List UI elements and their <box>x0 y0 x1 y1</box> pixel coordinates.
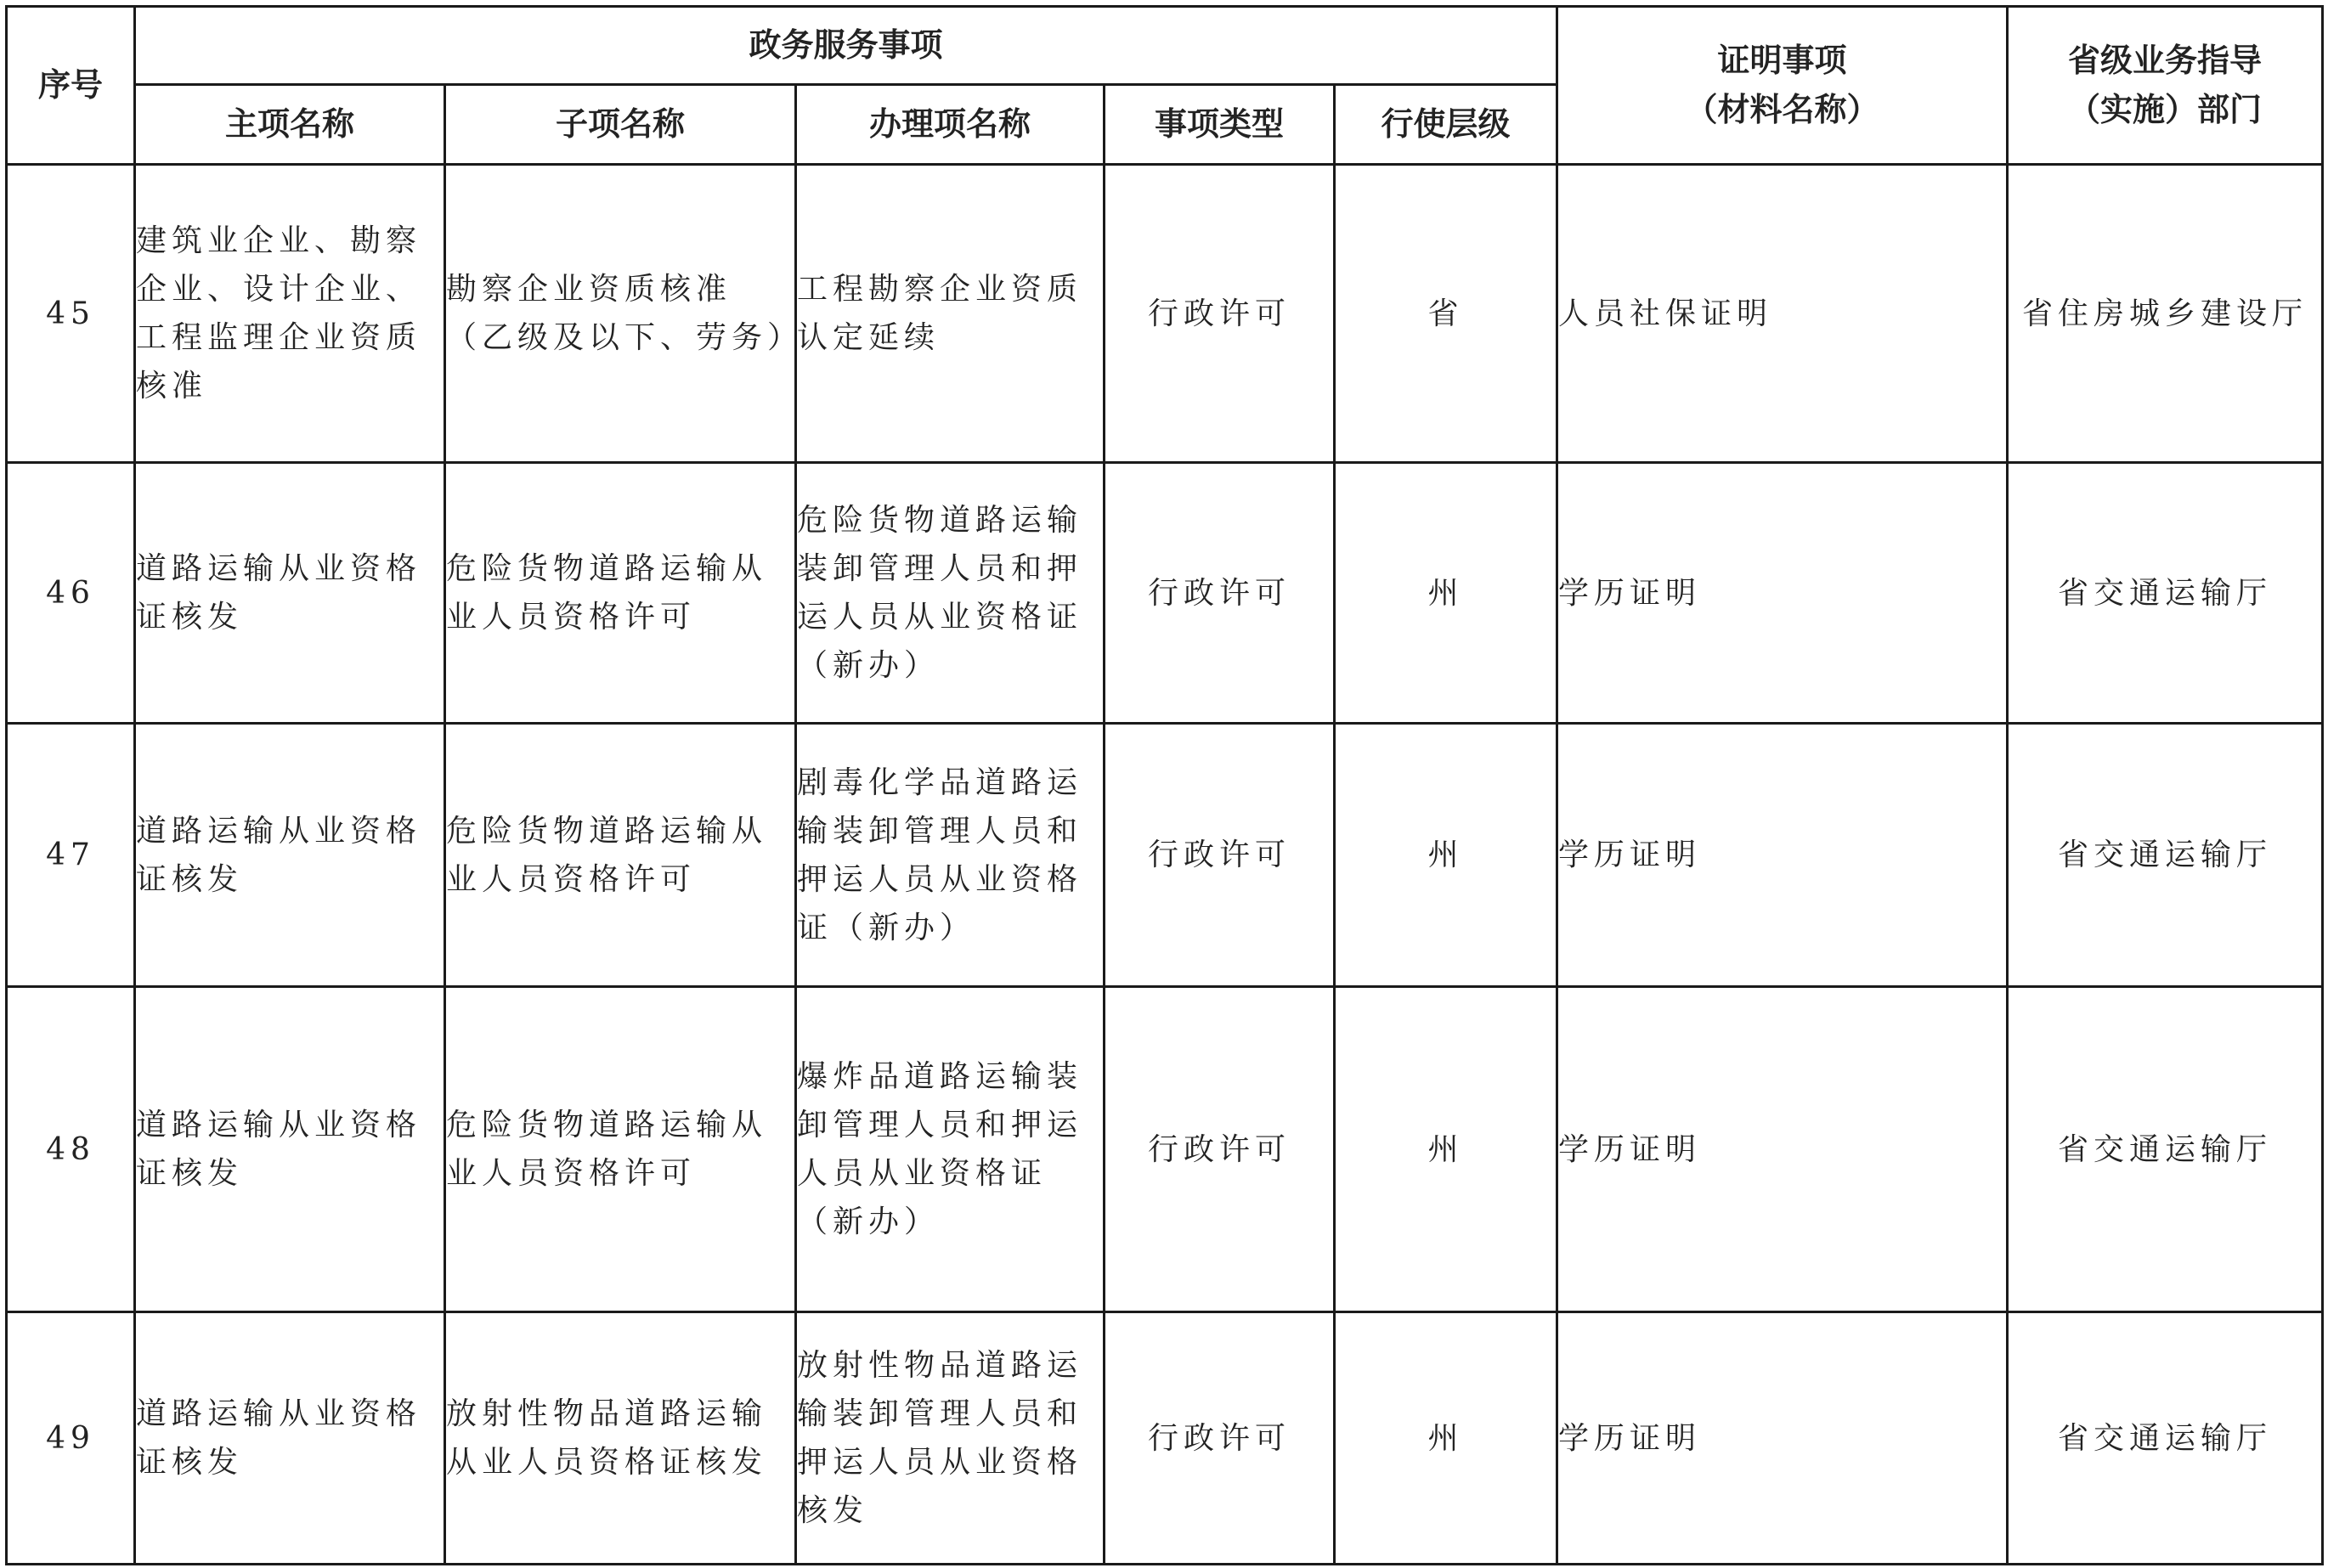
row-item-type: 行政许可 <box>1105 987 1335 1312</box>
header-item-type: 事项类型 <box>1105 85 1335 165</box>
row-level: 州 <box>1335 724 1557 987</box>
row-level: 州 <box>1335 1312 1557 1565</box>
header-proof-line1: 证明事项 <box>1717 42 1847 79</box>
header-handle-item: 办理项名称 <box>796 85 1105 165</box>
row-proof: 人员社保证明 <box>1557 165 2008 463</box>
row-seq: 47 <box>7 724 135 987</box>
row-item-type: 行政许可 <box>1105 724 1335 987</box>
row-handle-item: 爆炸品道路运输装卸管理人员和押运人员从业资格证（新办） <box>796 987 1105 1312</box>
row-item-type: 行政许可 <box>1105 1312 1335 1565</box>
row-sub-item: 危险货物道路运输从业人员资格许可 <box>445 987 796 1312</box>
header-seq: 序号 <box>7 7 135 165</box>
row-seq: 46 <box>7 463 135 724</box>
row-sub-item: 勘察企业资质核准（乙级及以下、劳务） <box>445 165 796 463</box>
row-dept: 省住房城乡建设厅 <box>2008 165 2323 463</box>
row-main-item: 道路运输从业资格证核发 <box>135 1312 445 1565</box>
header-dept <box>2008 7 2323 165</box>
row-seq: 48 <box>7 987 135 1312</box>
row-main-item: 道路运输从业资格证核发 <box>135 987 445 1312</box>
row-seq: 45 <box>7 165 135 463</box>
row-level: 州 <box>1335 463 1557 724</box>
table-row <box>7 1312 2323 1565</box>
row-dept: 省交通运输厅 <box>2008 1312 2323 1565</box>
header-proof <box>1557 7 2008 165</box>
row-main-item: 建筑业企业、勘察企业、设计企业、工程监理企业资质核准 <box>135 165 445 463</box>
row-item-type: 行政许可 <box>1105 463 1335 724</box>
row-level: 州 <box>1335 987 1557 1312</box>
table-row <box>7 165 2323 463</box>
table-header <box>7 7 2323 165</box>
table-row <box>7 724 2323 987</box>
row-proof: 学历证明 <box>1557 463 2008 724</box>
row-main-item: 道路运输从业资格证核发 <box>135 724 445 987</box>
table-row <box>7 987 2323 1312</box>
table-body <box>7 165 2323 1565</box>
table-row <box>7 463 2323 724</box>
service-items-table <box>5 5 2324 1565</box>
header-sub-item: 子项名称 <box>445 85 796 165</box>
header-main-item: 主项名称 <box>135 85 445 165</box>
row-sub-item: 危险货物道路运输从业人员资格许可 <box>445 724 796 987</box>
row-handle-item: 剧毒化学品道路运输装卸管理人员和押运人员从业资格证（新办） <box>796 724 1105 987</box>
header-dept-line2: （实施）部门 <box>2067 92 2262 128</box>
row-proof: 学历证明 <box>1557 724 2008 987</box>
header-level: 行使层级 <box>1335 85 1557 165</box>
row-dept: 省交通运输厅 <box>2008 724 2323 987</box>
row-main-item: 道路运输从业资格证核发 <box>135 463 445 724</box>
header-dept-line1: 省级业务指导 <box>2067 42 2262 79</box>
row-seq: 49 <box>7 1312 135 1565</box>
row-item-type: 行政许可 <box>1105 165 1335 463</box>
row-sub-item: 放射性物品道路运输从业人员资格证核发 <box>445 1312 796 1565</box>
row-handle-item: 放射性物品道路运输装卸管理人员和押运人员从业资格核发 <box>796 1312 1105 1565</box>
row-handle-item: 工程勘察企业资质认定延续 <box>796 165 1105 463</box>
row-dept: 省交通运输厅 <box>2008 987 2323 1312</box>
row-proof: 学历证明 <box>1557 1312 2008 1565</box>
row-sub-item: 危险货物道路运输从业人员资格许可 <box>445 463 796 724</box>
row-dept: 省交通运输厅 <box>2008 463 2323 724</box>
row-level: 省 <box>1335 165 1557 463</box>
header-service-group: 政务服务事项 <box>135 7 1557 85</box>
header-proof-line2: （材料名称） <box>1685 92 1879 128</box>
row-proof: 学历证明 <box>1557 987 2008 1312</box>
row-handle-item: 危险货物道路运输装卸管理人员和押运人员从业资格证（新办） <box>796 463 1105 724</box>
